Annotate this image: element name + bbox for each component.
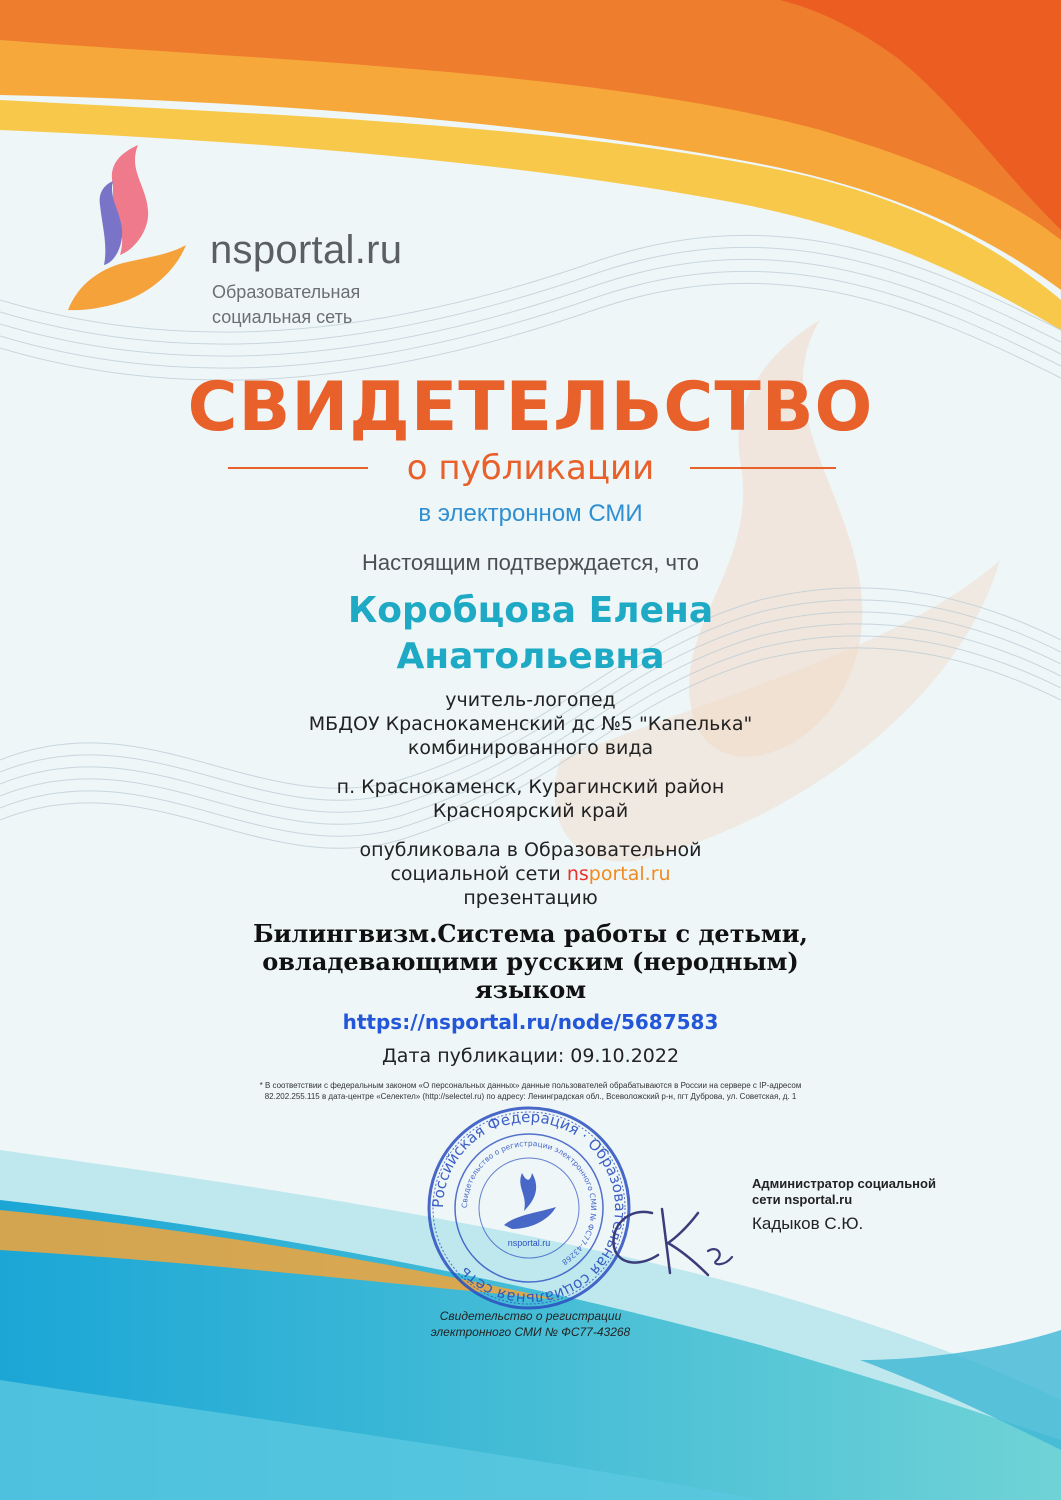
brand-flame-logo-icon: [68, 145, 188, 315]
brand-name: nsportal.ru: [210, 228, 403, 272]
published-line2: [0, 862, 1061, 886]
inline-brand-ns: ns: [566, 863, 589, 885]
person-org-line2: комбинированного вида: [407, 737, 654, 759]
seal-center-text: nsportal.ru: [507, 1238, 551, 1248]
brand-subtitle-line2: социальная сеть: [212, 307, 353, 327]
person-position: учитель-логопед: [445, 689, 616, 711]
footnote-line1: * В соответствии с федеральным законом «О персональных данных» данные пользователей обрабатываются в России на сервере с IP-адресом: [259, 1081, 802, 1090]
inline-brand-rest: portal.ru: [588, 863, 671, 885]
published-line1: опубликовала в Образовательной: [359, 839, 702, 861]
publication-url-link[interactable]: https://nsportal.ru/node/5687583: [342, 1010, 719, 1034]
person-position-org: [0, 688, 1061, 760]
person-location: [0, 775, 1061, 823]
personal-data-footnote: [0, 1080, 1061, 1102]
registration-info: [0, 1308, 1061, 1340]
seal-inner-text: Свидетельство о регистрации электронного СМИ № ФС77-43268: [459, 1138, 599, 1267]
person-location-line1: п. Краснокаменск, Курагинский район: [336, 776, 725, 798]
person-name-line1: Коробцова Елена: [347, 590, 714, 631]
publication-title-line1: Билингвизм.Система работы с детьми,: [253, 919, 808, 948]
publication-title: [0, 920, 1061, 1004]
certificate-title: СВИДЕТЕЛЬСТВО: [187, 368, 874, 447]
confirm-text: Настоящим подтверждается, что: [361, 550, 699, 575]
brand-subtitle: [212, 280, 360, 330]
administrator-title-line1: Администратор социальной: [752, 1176, 936, 1191]
administrator-title-line2: сети nsportal.ru: [752, 1192, 853, 1207]
administrator-signature: [600, 1195, 750, 1285]
publication-date: Дата публикации: 09.10.2022: [381, 1045, 680, 1067]
published-line2-prefix: социальной сети: [390, 863, 561, 885]
seal-outer-text: Российская Федерация · Образовательная социальная сеть: [428, 1107, 630, 1309]
publication-title-line3: языком: [474, 975, 587, 1004]
person-location-line2: Красноярский край: [432, 800, 629, 822]
administrator-name: Кадыков С.Ю.: [752, 1214, 864, 1233]
person-org-line1: МБДОУ Краснокаменский дс №5 "Капелька": [308, 713, 753, 735]
registration-line2: электронного СМИ № ФС77-43268: [430, 1325, 631, 1339]
administrator-title: [752, 1176, 936, 1208]
publication-title-line2: овладевающими русским (неродным): [262, 947, 799, 976]
publication-statement: [0, 838, 1061, 910]
publication-type: презентацию: [463, 887, 598, 909]
footnote-line2: 82.202.255.115 в дата-центре «Селектел» (http://selectel.ru) по адресу: Ленинградская обл., Всеволожский р-н, пгт Дуброва, ул. Советская, д. 1: [264, 1092, 797, 1101]
certificate-media: в электронном СМИ: [418, 500, 643, 527]
certificate-subtitle: о публикации: [406, 448, 655, 488]
registration-line1: Свидетельство о регистрации: [439, 1309, 622, 1323]
seal-flame-icon: [520, 1173, 536, 1211]
person-name-line2: Анатольевна: [396, 636, 665, 677]
person-name: [0, 588, 1061, 680]
brand-subtitle-line1: Образовательная: [212, 282, 361, 302]
